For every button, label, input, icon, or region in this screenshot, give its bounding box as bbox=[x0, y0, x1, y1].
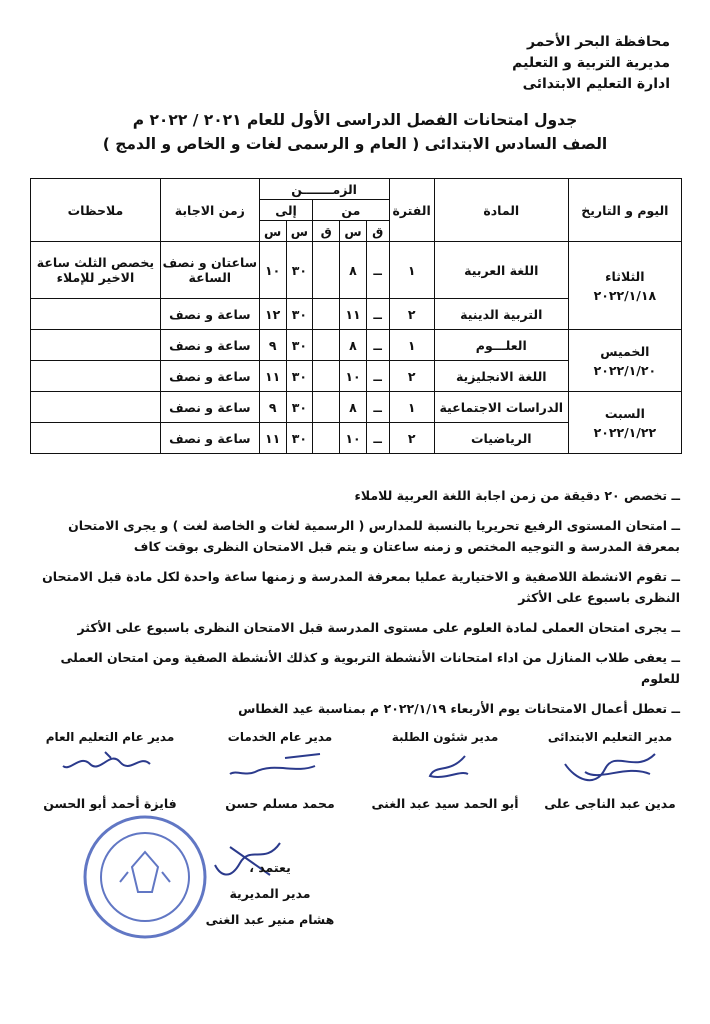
signature-primary-director bbox=[535, 730, 685, 811]
title-line-1: جدول امتحانات الفصل الدراسى الأول للعام ٢٠٢١ / ٢٠٢٢ م bbox=[132, 111, 578, 129]
from-hour-cell: ١٠ bbox=[340, 361, 367, 392]
to-minute-cell: ٣٠ bbox=[286, 392, 313, 423]
day-name: الخميس bbox=[600, 343, 650, 359]
signature-title: مدير شئون الطلبة bbox=[391, 730, 499, 744]
exam-date: ٢٠٢٢/١/١٨ bbox=[593, 287, 657, 303]
governorate-name: محافظة البحر الأحمر bbox=[526, 34, 670, 50]
period-cell: ١ bbox=[389, 392, 434, 423]
subject-cell: اللغة الانجليزية bbox=[434, 361, 568, 392]
from-hour-cell: ٨ bbox=[340, 330, 367, 361]
period-cell: ٢ bbox=[389, 361, 434, 392]
signature-title: مدير عام التعليم العام bbox=[45, 730, 175, 744]
duration-cell: ساعة و نصف bbox=[160, 392, 259, 423]
signature-name: أبو الحمد سيد عبد الغنى bbox=[371, 796, 519, 811]
notes-list bbox=[30, 485, 680, 728]
to-hour-cell: ١٠ bbox=[259, 242, 286, 299]
to-hour-cell: ١٢ bbox=[259, 299, 286, 330]
duration-cell: ساعة و نصف bbox=[160, 299, 259, 330]
approval-block bbox=[185, 855, 355, 933]
duration-cell: ساعة و نصف bbox=[160, 423, 259, 454]
remarks-cell bbox=[31, 361, 161, 392]
period-cell: ١ bbox=[389, 330, 434, 361]
approval-title: مدير المديرية bbox=[229, 886, 311, 901]
from-hour-cell: ١١ bbox=[340, 299, 367, 330]
to-minute-cell: ٣٠ bbox=[286, 330, 313, 361]
signature-general-education bbox=[35, 730, 185, 811]
note-item: ــ تعطل أعمال الامتحانات يوم الأربعاء ٢٠٢٢/١/١٩ م بمناسبة عيد الغطاس bbox=[238, 701, 680, 716]
table-row bbox=[31, 330, 682, 361]
signature-name: محمد مسلم حسن bbox=[225, 796, 335, 811]
time-spacer-cell bbox=[313, 392, 340, 423]
note-item: ــ امتحان المستوى الرفيع تحريريا بالنسبة للمدارس ( الرسمية لغات و الخاصة لغت ) و يجرى الامتحان بمعرفة المدرسة و التوجيه المختص و زمنه ساعتان و يتم قبل الامتحان النظرى بوقت كاف bbox=[68, 518, 680, 554]
time-spacer-cell bbox=[313, 330, 340, 361]
time-spacer-cell bbox=[313, 361, 340, 392]
day-date-cell bbox=[568, 392, 681, 454]
signature-services bbox=[205, 730, 355, 811]
duration-cell: ساعتان و نصف الساعة bbox=[160, 242, 259, 299]
header-to: إلى bbox=[259, 200, 313, 221]
remarks-cell bbox=[31, 330, 161, 361]
from-minute-cell: ــ bbox=[366, 392, 389, 423]
subject-cell: الدراسات الاجتماعية bbox=[434, 392, 568, 423]
period-cell: ٢ bbox=[389, 423, 434, 454]
signature-title: مدير التعليم الابتدائى bbox=[547, 730, 673, 744]
approval-name: هشام منير عبد الغنى bbox=[205, 912, 335, 927]
from-hour-cell: ١٠ bbox=[340, 423, 367, 454]
from-minute-cell: ــ bbox=[366, 423, 389, 454]
letterhead bbox=[512, 32, 670, 95]
time-spacer-cell bbox=[313, 242, 340, 299]
to-hour-cell: ٩ bbox=[259, 392, 286, 423]
to-minute-cell: ٣٠ bbox=[286, 242, 313, 299]
to-hour-cell: ١١ bbox=[259, 361, 286, 392]
subject-cell: الرياضيات bbox=[434, 423, 568, 454]
handwritten-signature-2 bbox=[390, 744, 500, 788]
day-name: الثلاثاء bbox=[605, 268, 645, 284]
table-row bbox=[31, 392, 682, 423]
remarks-cell bbox=[31, 423, 161, 454]
remarks-cell bbox=[31, 392, 161, 423]
subject-cell: اللغة العربية bbox=[434, 242, 568, 299]
note-item: ــ يعفى طلاب المنازل من اداء امتحانات الأنشطة التربوية و كذلك الأنشطة الصفية ومن امتحان العملى للعلوم bbox=[60, 650, 680, 686]
exam-date: ٢٠٢٢/١/٢٢ bbox=[593, 424, 657, 440]
subject-cell: العلـــوم bbox=[434, 330, 568, 361]
signature-student-affairs bbox=[370, 730, 520, 811]
header-period: الفترة bbox=[389, 179, 434, 242]
time-spacer-cell bbox=[313, 299, 340, 330]
subject-cell: التربية الدينية bbox=[434, 299, 568, 330]
handwritten-signature-4 bbox=[55, 744, 165, 788]
header-to-hour: س bbox=[286, 221, 313, 242]
approval-label: يعتمد ، bbox=[249, 860, 291, 875]
table-row bbox=[31, 242, 682, 299]
period-cell: ٢ bbox=[389, 299, 434, 330]
to-minute-cell: ٣٠ bbox=[286, 423, 313, 454]
remarks-cell: يخصص الثلث ساعة الاخير للإملاء bbox=[31, 242, 161, 299]
period-cell: ١ bbox=[389, 242, 434, 299]
exam-date: ٢٠٢٢/١/٢٠ bbox=[593, 362, 657, 378]
to-hour-cell: ٩ bbox=[259, 330, 286, 361]
header-to-minute: ق bbox=[313, 221, 340, 242]
remarks-cell bbox=[31, 299, 161, 330]
administration-name: ادارة التعليم الابتدائى bbox=[522, 76, 670, 92]
header-duration: زمن الاجابة bbox=[160, 179, 259, 242]
document-title bbox=[0, 108, 710, 156]
to-hour-cell: ١١ bbox=[259, 423, 286, 454]
time-spacer-cell bbox=[313, 423, 340, 454]
to-minute-cell: ٣٠ bbox=[286, 361, 313, 392]
day-date-cell bbox=[568, 242, 681, 330]
header-from-hour: س bbox=[340, 221, 367, 242]
title-line-2: الصف السادس الابتدائى ( العام و الرسمى لغات و الخاص و الدمج ) bbox=[102, 135, 608, 153]
from-minute-cell: ــ bbox=[366, 361, 389, 392]
day-name: السبت bbox=[604, 405, 645, 421]
header-from-minute: ق bbox=[366, 221, 389, 242]
note-item: ــ تخصص ٢٠ دقيقة من زمن اجابة اللغة العربية للاملاء bbox=[354, 488, 680, 503]
handwritten-signature-1 bbox=[555, 744, 665, 788]
directorate-name: مديرية التربية و التعليم bbox=[512, 55, 670, 71]
from-hour-cell: ٨ bbox=[340, 242, 367, 299]
header-time: الزمـــــــن bbox=[259, 179, 389, 200]
header-from: من bbox=[313, 200, 389, 221]
from-minute-cell: ــ bbox=[366, 330, 389, 361]
signature-title: مدير عام الخدمات bbox=[227, 730, 333, 744]
header-subject: المادة bbox=[434, 179, 568, 242]
signature-name: فايزة أحمد أبو الحسن bbox=[43, 796, 177, 811]
signature-name: مدين عبد الناجى على bbox=[544, 796, 676, 811]
from-minute-cell: ــ bbox=[366, 299, 389, 330]
note-item: ــ يجرى امتحان العملى لمادة العلوم على مستوى المدرسة قبل الامتحان النظرى باسبوع على الأكثر bbox=[77, 620, 680, 635]
note-item: ــ تقوم الانشطة اللاصفية و الاختيارية عمليا بمعرفة المدرسة و زمنها ساعة واحدة لكل مادة قبل الامتحان النظرى باسبوع على الأكثر bbox=[42, 569, 680, 605]
from-minute-cell: ــ bbox=[366, 242, 389, 299]
duration-cell: ساعة و نصف bbox=[160, 330, 259, 361]
from-hour-cell: ٨ bbox=[340, 392, 367, 423]
to-minute-cell: ٣٠ bbox=[286, 299, 313, 330]
header-day-date: اليوم و التاريخ bbox=[568, 179, 681, 242]
handwritten-signature-3 bbox=[225, 744, 335, 788]
header-to-hour-2: س bbox=[259, 221, 286, 242]
exam-schedule-table bbox=[30, 178, 682, 454]
duration-cell: ساعة و نصف bbox=[160, 361, 259, 392]
header-remarks: ملاحظات bbox=[31, 179, 161, 242]
day-date-cell bbox=[568, 330, 681, 392]
